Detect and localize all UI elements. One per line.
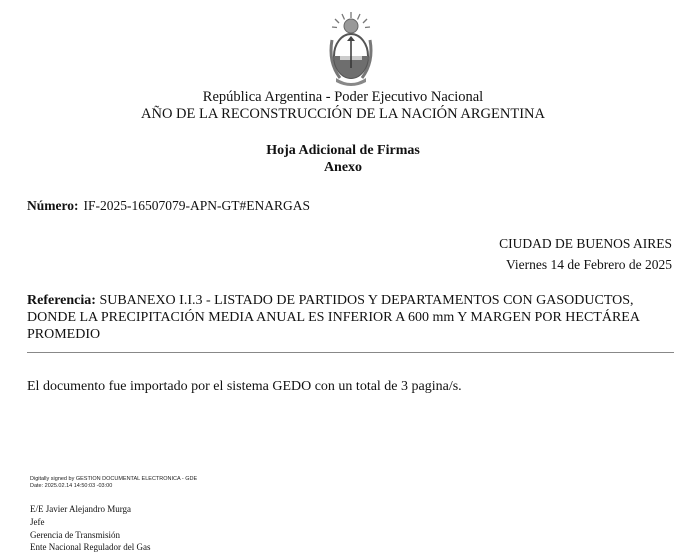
- signer-role: Jefe: [30, 517, 45, 527]
- signer-organization: Ente Nacional Regulador del Gas: [30, 542, 151, 552]
- import-note: El documento fue importado por el sistema GEDO con un total de 3 pagina/s.: [27, 379, 462, 394]
- government-header: República Argentina - Poder Ejecutivo Nacional: [202, 89, 484, 105]
- referencia-label: Referencia:: [27, 293, 96, 308]
- document-title: Hoja Adicional de Firmas: [266, 143, 420, 158]
- signer-department: Gerencia de Transmisión: [30, 530, 120, 540]
- city: CIUDAD DE BUENOS AIRES: [499, 236, 672, 251]
- digital-signature-date: Date: 2025.02.14 14:50:03 -03:00: [30, 483, 113, 489]
- numero-value: IF-2025-16507079-APN-GT#ENARGAS: [83, 198, 310, 213]
- signer-name: E/E Javier Alejandro Murga: [30, 504, 132, 514]
- date: Viernes 14 de Febrero de 2025: [505, 257, 672, 272]
- argentina-coat-of-arms-icon: [326, 10, 376, 88]
- referencia: [27, 292, 667, 343]
- digital-signature-line: Digitally signed by GESTION DOCUMENTAL ELECTRONICA - GDE: [30, 476, 198, 482]
- numero-label: Número:: [27, 198, 79, 213]
- year-motto: AÑO DE LA RECONSTRUCCIÓN DE LA NACIÓN ARGENTINA: [141, 106, 545, 122]
- document-subtitle: Anexo: [323, 160, 363, 175]
- document-number: [27, 198, 310, 214]
- divider: [27, 352, 674, 353]
- referencia-text: SUBANEXO I.I.3 - LISTADO DE PARTIDOS Y DEPARTAMENTOS CON GASODUCTOS, DONDE LA PRECIPITACIÓN MEDIA ANUAL ES INFERIOR A 600 mm Y MARGEN POR HECTÁREA PROMEDIO: [27, 293, 640, 342]
